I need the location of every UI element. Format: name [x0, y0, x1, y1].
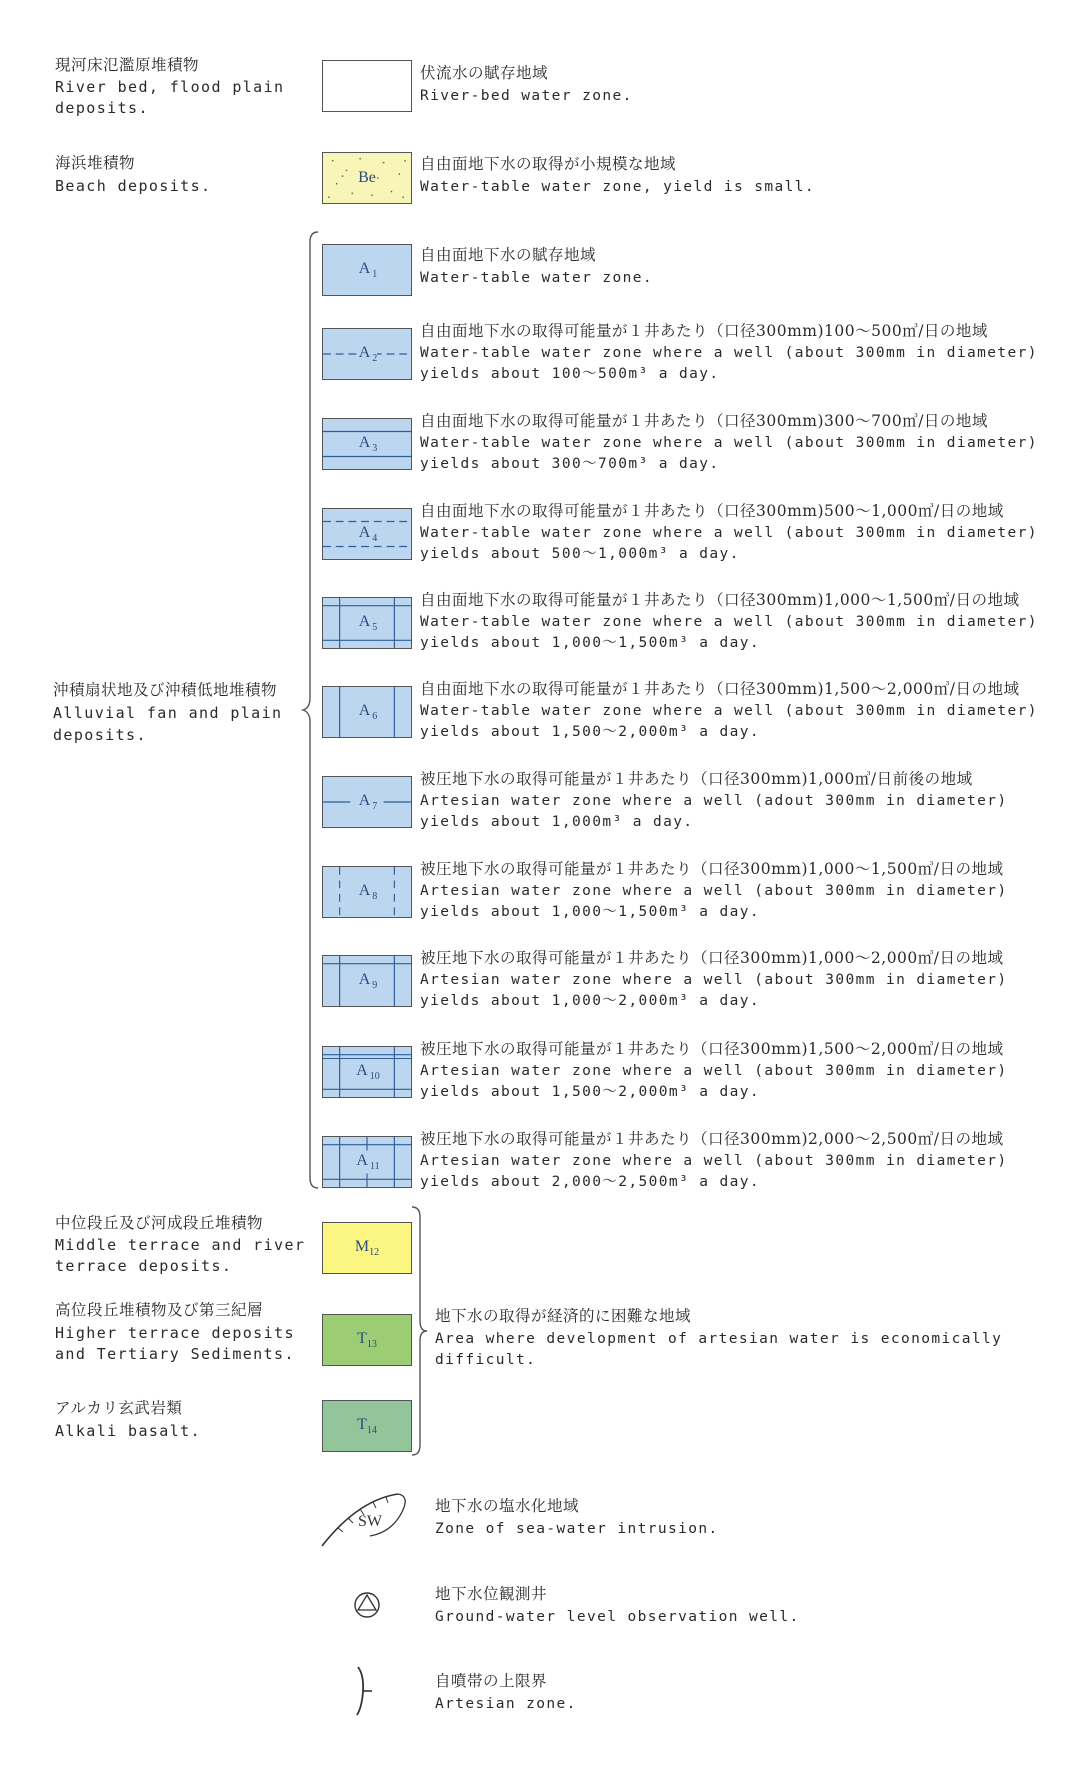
sw-en: Zone of sea-water intrusion. [435, 1521, 719, 1537]
legend-box-a11 [322, 1136, 412, 1188]
middle-label-jp: 中位段丘及び河成段丘堆積物 [55, 1214, 264, 1232]
river-bed-zone-en: River-bed water zone. [420, 88, 633, 104]
legend-box-a2 [322, 328, 412, 380]
higher-label-en-1: Higher terrace deposits [55, 1324, 295, 1342]
sw-jp: 地下水の塩水化地域 [435, 1497, 580, 1515]
legend-box-a5 [322, 597, 412, 649]
middle-label-en-2: terrace deposits. [55, 1257, 233, 1275]
well-en: Ground-water level observation well. [435, 1609, 800, 1625]
code-a10: A $_{10}$ [356, 1061, 380, 1083]
artesian-zone-limit-icon [352, 1665, 374, 1717]
a3-desc-jp: 自由面地下水の取得可能量が１井あたり（口径300mm)300～700㎥/日の地域 [420, 412, 988, 430]
code-a1: A $_1$ [358, 259, 378, 281]
sea-water-intrusion-icon [318, 1490, 418, 1550]
a4-desc-en-1: Water-table water zone where a well (about 300mm in diameter) [420, 525, 1038, 541]
be-zone-en: Water-table water zone, yield is small. [420, 179, 816, 195]
legend-box-a3 [322, 418, 412, 470]
group-note-en-2: difficult. [435, 1352, 537, 1368]
a10-desc-jp: 被圧地下水の取得可能量が１井あたり（口径300mm)1,500～2,000㎥/日の地域 [420, 1040, 1004, 1058]
a4-desc-en-2: yields about 500～1,000m³ a day. [420, 546, 740, 562]
a10-desc-en-1: Artesian water zone where a well (about 300mm in diameter) [420, 1063, 1008, 1079]
a6-desc-en-2: yields about 1,500～2,000m³ a day. [420, 724, 761, 740]
a6-desc-en-1: Water-table water zone where a well (about 300mm in diameter) [420, 703, 1038, 719]
a8-desc-en-1: Artesian water zone where a well (about 300mm in diameter) [420, 883, 1008, 899]
a8-desc-jp: 被圧地下水の取得可能量が１井あたり（口径300mm)1,000～1,500㎥/日の地域 [420, 860, 1004, 878]
alluvial-label-en-2: deposits. [53, 726, 147, 744]
middle-label-en-1: Middle terrace and river [55, 1236, 306, 1254]
legend-box-a10 [322, 1046, 412, 1098]
basalt-label-jp: アルカリ玄武岩類 [55, 1399, 183, 1417]
a1-desc-jp: 自由面地下水の賦存地域 [420, 246, 597, 264]
alluvial-label-en-1: Alluvial fan and plain [53, 704, 283, 722]
legend-box-river-bed [322, 60, 412, 112]
a2-desc-jp: 自由面地下水の取得可能量が１井あたり（口径300mm)100～500㎥/日の地域 [420, 322, 988, 340]
code-a11: A $_{11}$ [356, 1151, 380, 1173]
a5-desc-en-2: yields about 1,000～1,500m³ a day. [420, 635, 761, 651]
a3-desc-en-1: Water-table water zone where a well (about 300mm in diameter) [420, 435, 1038, 451]
river-bed-zone-jp: 伏流水の賦存地域 [420, 64, 549, 82]
a9-desc-jp: 被圧地下水の取得可能量が１井あたり（口径300mm)1,000～2,000㎥/日の地域 [420, 949, 1004, 967]
higher-label-jp: 高位段丘堆積物及び第三紀層 [55, 1301, 264, 1319]
higher-label-en-2: and Tertiary Sediments. [55, 1345, 295, 1363]
code-a5: A $_5$ [358, 612, 378, 634]
a10-desc-en-2: yields about 1,500～2,000m³ a day. [420, 1084, 761, 1100]
a11-desc-jp: 被圧地下水の取得可能量が１井あたり（口径300mm)2,000～2,500㎥/日の地域 [420, 1130, 1004, 1148]
river-label-jp: 現河床氾濫原堆積物 [55, 56, 200, 74]
river-label-en-2: deposits. [55, 99, 149, 117]
artesian-en: Artesian zone. [435, 1696, 577, 1712]
a9-desc-en-1: Artesian water zone where a well (about 300mm in diameter) [420, 972, 1008, 988]
beach-label-en: Beach deposits. [55, 177, 212, 195]
legend-box-t14: $T_{14}$ [322, 1400, 412, 1452]
a6-desc-jp: 自由面地下水の取得可能量が１井あたり（口径300mm)1,500～2,000㎥/日の地域 [420, 680, 1020, 698]
a8-desc-en-2: yields about 1,000～1,500m³ a day. [420, 904, 761, 920]
alluvial-bracket [300, 230, 322, 1190]
code-a2: A $_2$ [358, 343, 378, 365]
be-zone-jp: 自由面地下水の取得が小規模な地域 [420, 155, 677, 173]
a11-desc-en-2: yields about 2,000～2,500m³ a day. [420, 1174, 761, 1190]
code-a8: A $_8$ [358, 881, 378, 903]
code-a7: A $_7$ [358, 791, 378, 813]
a7-desc-en-2: yields about 1,000m³ a day. [420, 814, 694, 830]
a1-desc-en-1: Water-table water zone. [420, 270, 653, 286]
legend-box-a4 [322, 508, 412, 560]
legend-box-m12: $M_{12}$ [322, 1222, 412, 1274]
alluvial-label-jp: 沖積扇状地及び沖積低地堆積物 [53, 681, 278, 699]
legend-box-a7 [322, 776, 412, 828]
beach-label-jp: 海浜堆積物 [55, 154, 136, 172]
group-note-jp: 地下水の取得が経済的に困難な地域 [435, 1307, 692, 1325]
legend-box-be [322, 152, 412, 204]
well-jp: 地下水位観測井 [435, 1585, 548, 1603]
legend-box-a8 [322, 866, 412, 918]
a5-desc-en-1: Water-table water zone where a well (about 300mm in diameter) [420, 614, 1038, 630]
a11-desc-en-1: Artesian water zone where a well (about 300mm in diameter) [420, 1153, 1008, 1169]
a7-desc-jp: 被圧地下水の取得可能量が１井あたり（口径300mm)1,000㎥/日前後の地域 [420, 770, 973, 788]
legend-box-a6 [322, 686, 412, 738]
code-a4: A $_4$ [358, 523, 378, 545]
a2-desc-en-2: yields about 100～500m³ a day. [420, 366, 720, 382]
terrace-bracket [410, 1205, 430, 1457]
basalt-label-en: Alkali basalt. [55, 1422, 202, 1440]
a2-desc-en-1: Water-table water zone where a well (about 300mm in diameter) [420, 345, 1038, 361]
a4-desc-jp: 自由面地下水の取得可能量が１井あたり（口径300mm)500～1,000㎥/日の地域 [420, 502, 1004, 520]
group-note-en-1: Area where development of artesian water is economically [435, 1331, 1003, 1347]
observation-well-icon [352, 1590, 382, 1620]
a9-desc-en-2: yields about 1,000～2,000m³ a day. [420, 993, 761, 1009]
a5-desc-jp: 自由面地下水の取得可能量が１井あたり（口径300mm)1,000～1,500㎥/日の地域 [420, 591, 1020, 609]
artesian-jp: 自噴帯の上限界 [435, 1672, 548, 1690]
a3-desc-en-2: yields about 300～700m³ a day. [420, 456, 720, 472]
code-a6: A $_6$ [358, 701, 378, 723]
legend-box-a1 [322, 244, 412, 296]
code-a9: A $_9$ [358, 970, 378, 992]
be-code: Be [358, 169, 376, 186]
sw-code: SW [358, 1513, 382, 1530]
a7-desc-en-1: Artesian water zone where a well (adout 300mm in diameter) [420, 793, 1008, 809]
legend-box-t13: $T_{13}$ [322, 1314, 412, 1366]
code-a3: A $_3$ [358, 433, 378, 455]
river-label-en-1: River bed, flood plain [55, 78, 285, 96]
legend-box-a9 [322, 955, 412, 1007]
